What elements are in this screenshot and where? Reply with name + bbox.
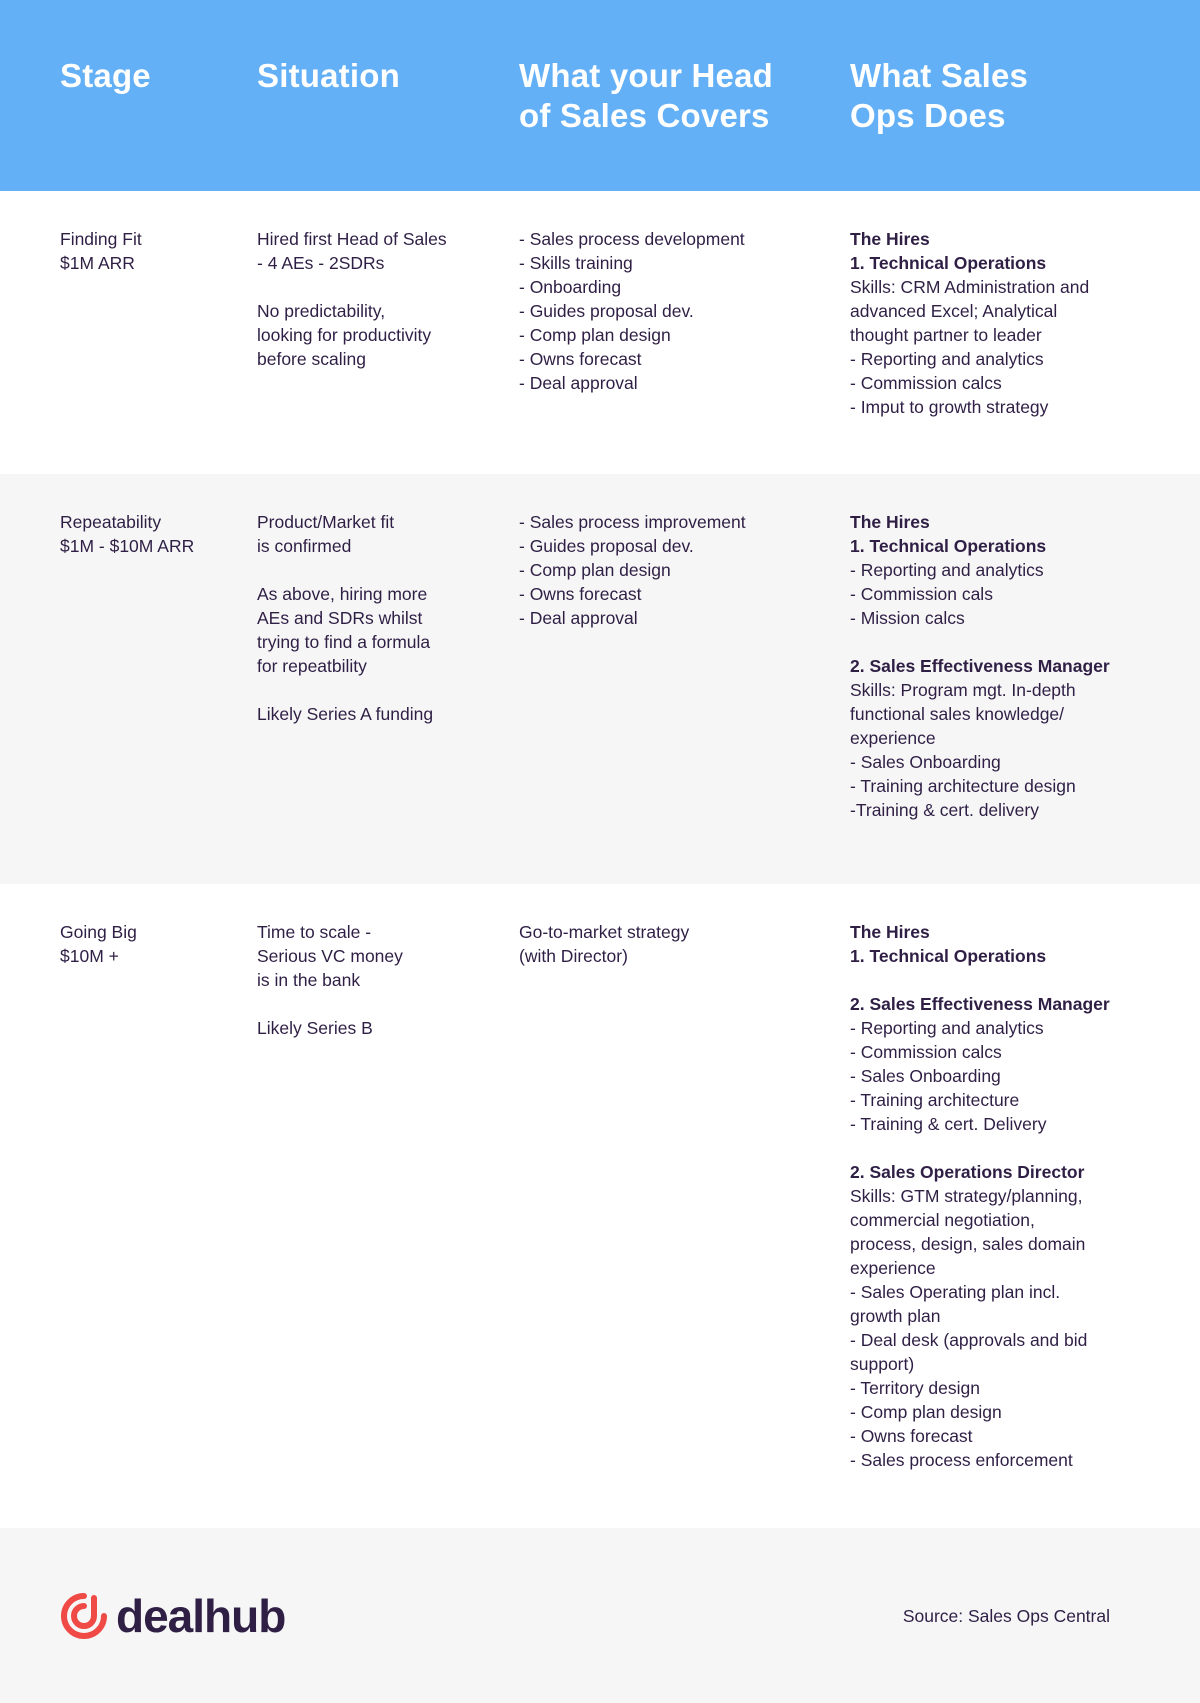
head-of-sales-item: (with Director) [519, 946, 628, 966]
sales-ops-item: Skills: Program mgt. In-depth [850, 680, 1076, 700]
situation-line: No predictability, [257, 301, 386, 321]
situation-line: AEs and SDRs whilst [257, 608, 423, 628]
sales-ops-item: - Comp plan design [850, 1402, 1002, 1422]
sales-ops-item: - Training architecture [850, 1090, 1020, 1110]
situation-cell [257, 920, 497, 1040]
spacer [257, 678, 497, 702]
sales-ops-item: - Commission calcs [850, 1042, 1002, 1062]
situation-line: is in the bank [257, 970, 361, 990]
sales-ops-item: advanced Excel; Analytical [850, 301, 1058, 321]
header-situation: Situation [257, 57, 400, 94]
situation-line: Likely Series A funding [257, 704, 434, 724]
table-row [0, 474, 1200, 884]
sales-ops-heading: 2. Sales Effectiveness Manager [850, 994, 1110, 1014]
stage-line: $1M - $10M ARR [60, 536, 195, 556]
header-sales-ops-line: What Sales [850, 57, 1029, 94]
sales-ops-item: - Sales process enforcement [850, 1450, 1073, 1470]
situation-line: looking for productivity [257, 325, 432, 345]
sales-ops-item: - Training & cert. Delivery [850, 1114, 1047, 1134]
sales-ops-item: - Sales Onboarding [850, 1066, 1001, 1086]
footer [0, 1528, 1200, 1703]
sales-ops-item: - Territory design [850, 1378, 981, 1398]
sales-ops-item: - Deal desk (approvals and bid [850, 1330, 1088, 1350]
logo-wordmark: dealhub [116, 1590, 286, 1642]
sales-ops-item: - Sales Onboarding [850, 752, 1001, 772]
head-of-sales-item: - Sales process development [519, 229, 745, 249]
sales-ops-item: - Reporting and analytics [850, 560, 1044, 580]
situation-line: Likely Series B [257, 1018, 373, 1038]
header-sales-ops [850, 56, 1110, 136]
situation-line: before scaling [257, 349, 366, 369]
sales-ops-item: thought partner to leader [850, 325, 1042, 345]
header-stage: Stage [60, 57, 151, 94]
head-of-sales-item: - Deal approval [519, 373, 638, 393]
stage-line: $1M ARR [60, 253, 135, 273]
situation-line: trying to find a formula [257, 632, 431, 652]
sales-ops-heading: 1. Technical Operations [850, 946, 1047, 966]
sales-ops-item: - Commission cals [850, 584, 993, 604]
sales-ops-heading: 2. Sales Operations Director [850, 1162, 1085, 1182]
sales-ops-heading: The Hires [850, 922, 930, 942]
spacer [257, 992, 497, 1016]
head-of-sales-cell [519, 510, 819, 630]
spacer [850, 630, 1140, 654]
head-of-sales-item: - Skills training [519, 253, 633, 273]
table-header [0, 0, 1200, 191]
head-of-sales-item: - Sales process improvement [519, 512, 746, 532]
sales-ops-item: functional sales knowledge/ [850, 704, 1065, 724]
sales-ops-item: - Reporting and analytics [850, 1018, 1044, 1038]
sales-ops-item: - Sales Operating plan incl. [850, 1282, 1061, 1302]
sales-ops-item: growth plan [850, 1306, 941, 1326]
sales-ops-item: - Imput to growth strategy [850, 397, 1049, 417]
source-note: Source: Sales Ops Central [902, 1606, 1110, 1626]
sales-ops-cell [850, 227, 1140, 419]
spacer [257, 275, 497, 299]
situation-line: As above, hiring more [257, 584, 428, 604]
head-of-sales-item: - Onboarding [519, 277, 622, 297]
header-head-of-sales-line: What your Head [519, 57, 773, 94]
sales-ops-item: - Owns forecast [850, 1426, 973, 1446]
situation-cell [257, 510, 497, 726]
situation-line: Hired first Head of Sales [257, 229, 447, 249]
sales-ops-cell [850, 510, 1140, 822]
stage-line: Finding Fit [60, 229, 142, 249]
sales-ops-item: experience [850, 1258, 936, 1278]
stage-cell [60, 920, 240, 968]
sales-ops-item: - Commission calcs [850, 373, 1002, 393]
sales-ops-item: - Mission calcs [850, 608, 965, 628]
spacer [850, 968, 1140, 992]
situation-line: Product/Market fit [257, 512, 395, 532]
dealhub-logo [58, 1588, 285, 1644]
sales-ops-heading: 1. Technical Operations [850, 536, 1047, 556]
sales-ops-heading: The Hires [850, 512, 930, 532]
sales-ops-item: process, design, sales domain [850, 1234, 1086, 1254]
sales-ops-item: -Training & cert. delivery [850, 800, 1039, 820]
situation-line: Time to scale - [257, 922, 372, 942]
sales-ops-item: experience [850, 728, 936, 748]
situation-line: - 4 AEs - 2SDRs [257, 253, 385, 273]
head-of-sales-item: - Owns forecast [519, 349, 642, 369]
sales-ops-item: Skills: CRM Administration and [850, 277, 1090, 297]
sales-ops-heading: The Hires [850, 229, 930, 249]
head-of-sales-item: - Deal approval [519, 608, 638, 628]
head-of-sales-item: - Comp plan design [519, 325, 671, 345]
situation-line: for repeatbility [257, 656, 367, 676]
head-of-sales-cell [519, 227, 819, 395]
header-head-of-sales-line: of Sales Covers [519, 97, 770, 134]
sales-ops-item: Skills: GTM strategy/planning, [850, 1186, 1083, 1206]
table-row [0, 884, 1200, 1528]
head-of-sales-item: Go-to-market strategy [519, 922, 690, 942]
stage-line: Repeatability [60, 512, 162, 532]
sales-ops-cell [850, 920, 1140, 1472]
spacer [850, 1136, 1140, 1160]
dealhub-logo-icon [58, 1590, 110, 1642]
table-row [0, 191, 1200, 474]
sales-ops-item: support) [850, 1354, 915, 1374]
head-of-sales-cell [519, 920, 819, 968]
stage-line: $10M + [60, 946, 119, 966]
header-head-of-sales [519, 56, 809, 136]
stage-cell [60, 227, 240, 275]
sales-ops-heading: 2. Sales Effectiveness Manager [850, 656, 1110, 676]
sales-ops-item: commercial negotiation, [850, 1210, 1035, 1230]
head-of-sales-item: - Comp plan design [519, 560, 671, 580]
spacer [257, 558, 497, 582]
situation-cell [257, 227, 497, 371]
stage-line: Going Big [60, 922, 137, 942]
situation-line: is confirmed [257, 536, 352, 556]
sales-ops-heading: 1. Technical Operations [850, 253, 1047, 273]
head-of-sales-item: - Owns forecast [519, 584, 642, 604]
sales-ops-item: - Reporting and analytics [850, 349, 1044, 369]
header-sales-ops-line: Ops Does [850, 97, 1006, 134]
head-of-sales-item: - Guides proposal dev. [519, 536, 694, 556]
stage-cell [60, 510, 240, 558]
situation-line: Serious VC money [257, 946, 403, 966]
sales-ops-item: - Training architecture design [850, 776, 1076, 796]
head-of-sales-item: - Guides proposal dev. [519, 301, 694, 321]
